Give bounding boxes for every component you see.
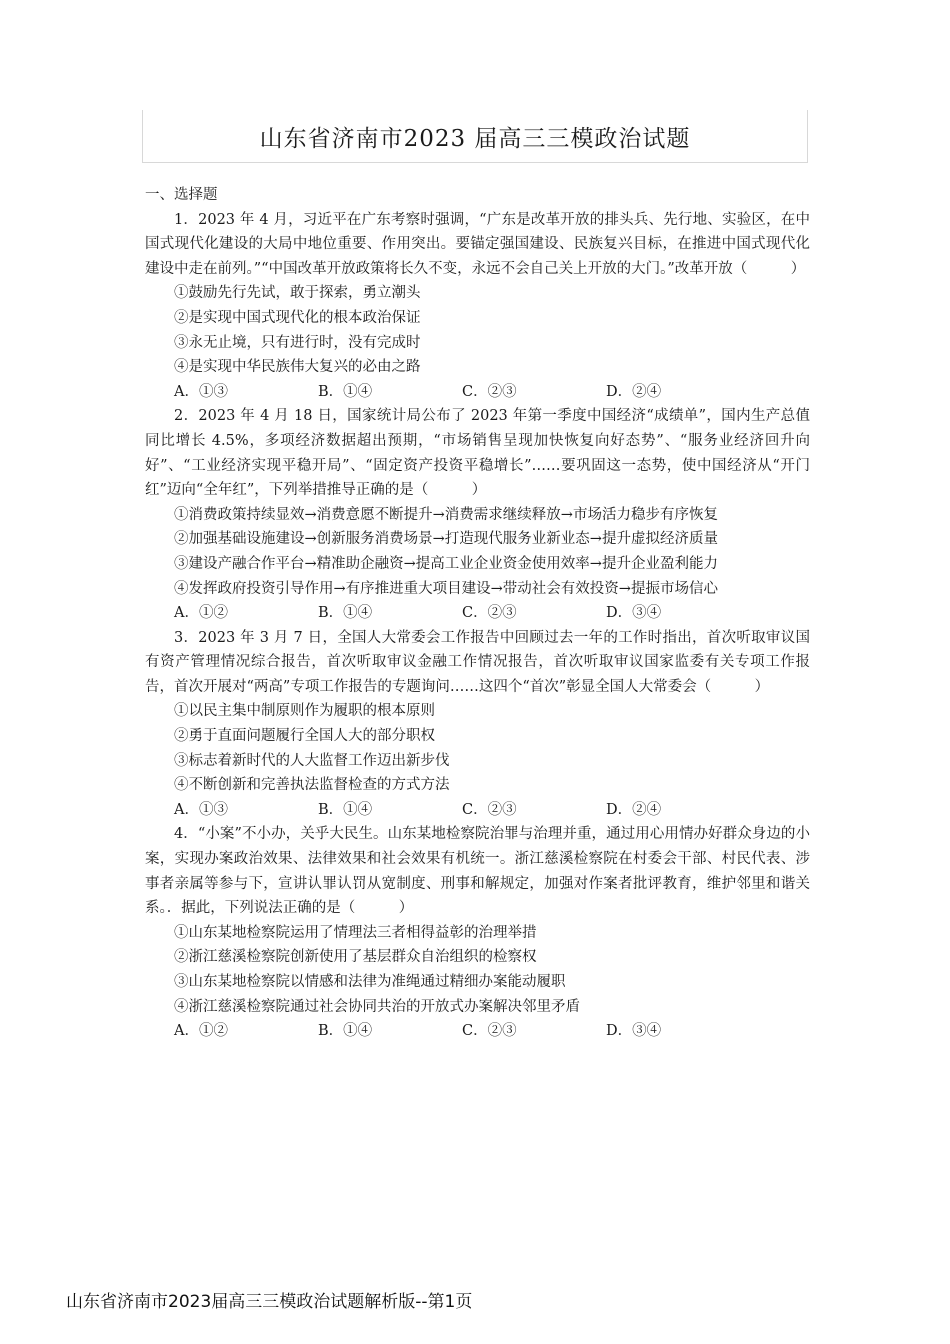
- question-option: ②勇于直面问题履行全国人大的部分职权: [174, 728, 435, 745]
- document-body: [145, 183, 810, 1044]
- choice-b: B．①④: [318, 383, 373, 400]
- answer-choices: [145, 798, 810, 823]
- question-option: ③标志着新时代的人大监督工作迈出新步伐: [174, 752, 450, 769]
- question-stem: 1．2023 年 4 月，习近平在广东考察时强调，“广东是改革开放的排头兵、先行地、实验区，在中国式现代化建设的大局中地位重要、作用突出。要锚定强国建设、民族复兴目标，在推进中国式现代化建设中走在前列。”“中国改革开放政策将长久不变，永远不会自己关上开放的大门。”改革开放（ ）: [145, 211, 810, 277]
- question-option: ③建设产融合作平台→精准助企融资→提高工业企业资金使用效率→提升企业盈利能力: [174, 555, 718, 572]
- choice-a: A．①③: [174, 383, 228, 400]
- answer-choices: [145, 1019, 810, 1044]
- choice-d: D．③④: [606, 605, 662, 622]
- choice-d: D．②④: [606, 801, 662, 818]
- question-option: ④发挥政府投资引导作用→有序推进重大项目建设→带动社会有效投资→提振市场信心: [174, 580, 718, 597]
- question-option: ②加强基础设施建设→创新服务消费场景→打造现代服务业新业态→提升虚拟经济质量: [174, 531, 718, 548]
- answer-choices: [145, 380, 810, 405]
- question-option: ①鼓励先行先试，敢于探索，勇立潮头: [174, 285, 421, 302]
- question-2: [145, 404, 810, 625]
- choice-c: C．②③: [462, 801, 517, 818]
- title-box: [142, 110, 808, 163]
- question-option: ①消费政策持续显效→消费意愿不断提升→消费需求继续释放→市场活力稳步有序恢复: [174, 506, 718, 523]
- question-stem: 4．“小案”不小办，关乎大民生。山东某地检察院治罪与治理并重，通过用心用情办好群众身边的小案，实现办案政治效果、法律效果和社会效果有机统一。浙江慈溪检察院在村委会干部、村民代表、涉事者亲属等参与下，宣讲认罪认罚从宽制度、刑事和解规定，加强对作案者批评教育，维护邻里和谐关系。．据此，下列说法正确的是（ ）: [145, 826, 810, 917]
- question-option: ④不断创新和完善执法监督检查的方式方法: [174, 777, 450, 794]
- question-option: ②浙江慈溪检察院创新使用了基层群众自治组织的检察权: [174, 949, 537, 966]
- choice-c: C．②③: [462, 1023, 517, 1040]
- choice-c: C．②③: [462, 605, 517, 622]
- choice-a: A．①②: [174, 605, 228, 622]
- question-option: ①以民主集中制原则作为履职的根本原则: [174, 703, 435, 720]
- choice-d: D．③④: [606, 1023, 662, 1040]
- question-4: [145, 822, 810, 1043]
- section-heading: 一、选择题: [145, 187, 218, 203]
- question-3: [145, 626, 810, 823]
- choice-b: B．①④: [318, 605, 373, 622]
- choice-d: D．②④: [606, 383, 662, 400]
- question-option: ①山东某地检察院运用了情理法三者相得益彰的治理举措: [174, 924, 537, 941]
- question-option: ③山东某地检察院以情感和法律为准绳通过精细办案能动履职: [174, 974, 566, 990]
- answer-choices: [145, 601, 810, 626]
- question-1: [145, 208, 810, 405]
- choice-b: B．①④: [318, 801, 373, 818]
- question-stem: 2．2023 年 4 月 18 日，国家统计局公布了 2023 年第一季度中国经济“成绩单”，国内生产总值同比增长 4.5%，多项经济数据超出预期，“市场销售呈现加快恢复向好态势”、“服务业经济回升向好”、“工业经济实现平稳开局”、“固定资产投资平稳增长”……要巩固这一态势，使中国经济从“开门红”迈向“全年红”，下列举措推导正确的是（ ）: [145, 408, 810, 499]
- choice-c: C．②③: [462, 383, 517, 400]
- choice-a: A．①③: [174, 801, 228, 818]
- page-title: 山东省济南市2023 届高三三模政治试题: [259, 126, 691, 152]
- choice-b: B．①④: [318, 1023, 373, 1040]
- question-option: ③永无止境，只有进行时，没有完成时: [174, 334, 421, 351]
- question-option: ②是实现中国式现代化的根本政治保证: [174, 309, 421, 326]
- question-option: ④是实现中华民族伟大复兴的必由之路: [174, 359, 421, 376]
- question-stem: 3．2023 年 3 月 7 日，全国人大常委会工作报告中回顾过去一年的工作时指出，首次听取审议国有资产管理情况综合报告，首次听取审议金融工作情况报告，首次听取审议国家监委有关专项工作报告，首次开展对“两高”专项工作报告的专题询问……这四个“首次”彰显全国人大常委会（ ）: [145, 629, 810, 695]
- choice-a: A．①②: [174, 1023, 228, 1040]
- question-option: ④浙江慈溪检察院通过社会协同共治的开放式办案解决邻里矛盾: [174, 998, 580, 1015]
- page-footer: 山东省济南市2023届高三三模政治试题解析版--第1页: [66, 1292, 473, 1312]
